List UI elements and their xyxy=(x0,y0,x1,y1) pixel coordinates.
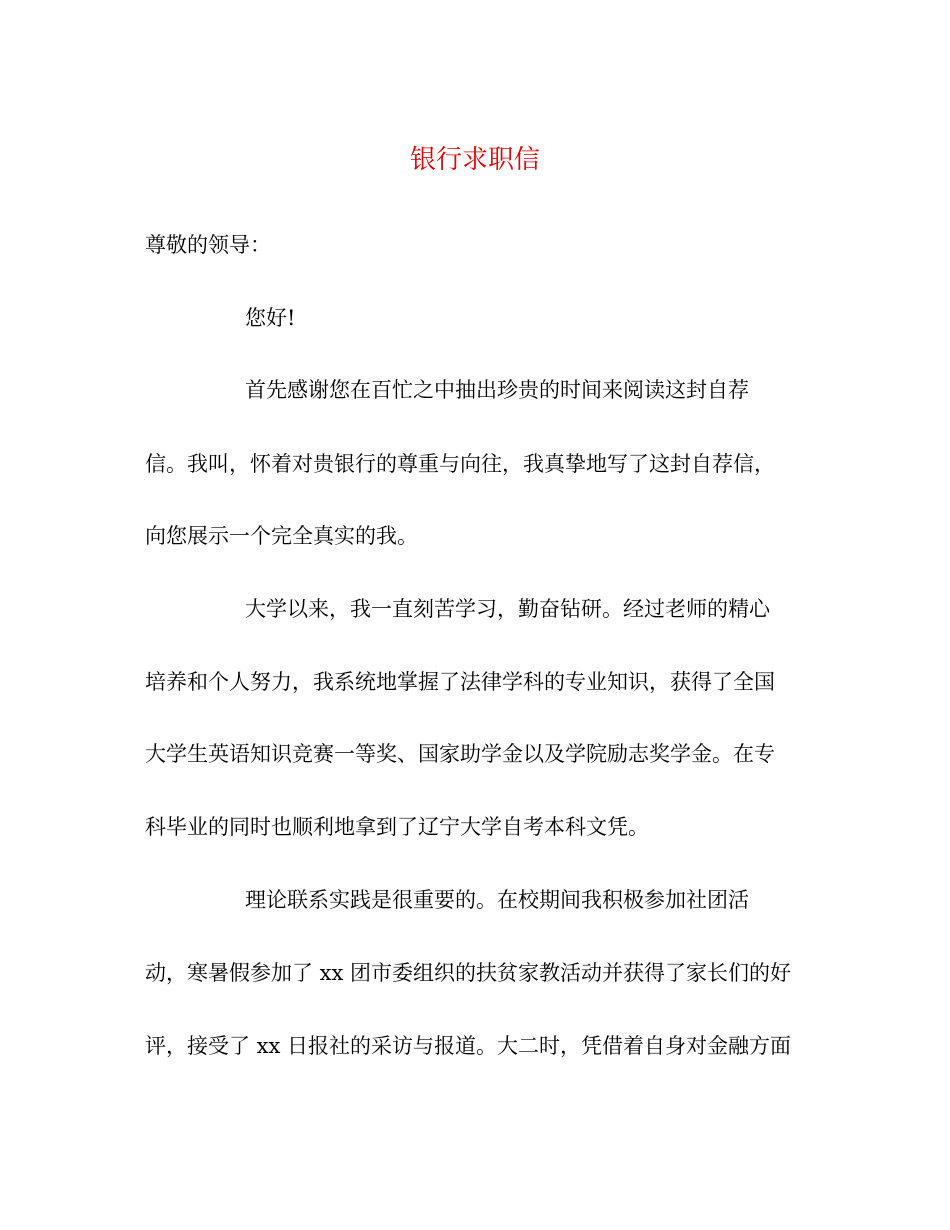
paragraph-line: 首先感谢您在百忙之中抽出珍贵的时间来阅读这封自荐 xyxy=(245,378,749,402)
paragraph-line: 向您展示一个完全真实的我。 xyxy=(145,524,418,548)
document-title: 银行求职信 xyxy=(409,145,540,175)
paragraph-line: 大学以来，我一直刻苦学习，勤奋钻研。经过老师的精心 xyxy=(245,597,770,621)
greeting: 您好! xyxy=(245,306,296,330)
paragraph-line: 理论联系实践是很重要的。在校期间我积极参加社团活 xyxy=(245,888,749,912)
paragraph-line: 大学生英语知识竞赛一等奖、国家助学金以及学院励志奖学金。在专 xyxy=(145,742,775,766)
paragraph-line: 科毕业的同时也顺利地拿到了辽宁大学自考本科文凭。 xyxy=(145,815,649,839)
paragraph-line: 动，寒暑假参加了 xx 团市委组织的扶贫家教活动并获得了家长们的好 xyxy=(145,961,792,985)
paragraph-line: 评，接受了 xx 日报社的采访与报道。大二时，凭借着自身对金融方面 xyxy=(145,1034,792,1058)
paragraph-line: 信。我叫，怀着对贵银行的尊重与向往，我真挚地写了这封自荐信， xyxy=(145,452,775,476)
paragraph-line: 培养和个人努力，我系统地掌握了法律学科的专业知识，获得了全国 xyxy=(145,670,775,694)
salutation: 尊敬的领导： xyxy=(145,233,271,257)
